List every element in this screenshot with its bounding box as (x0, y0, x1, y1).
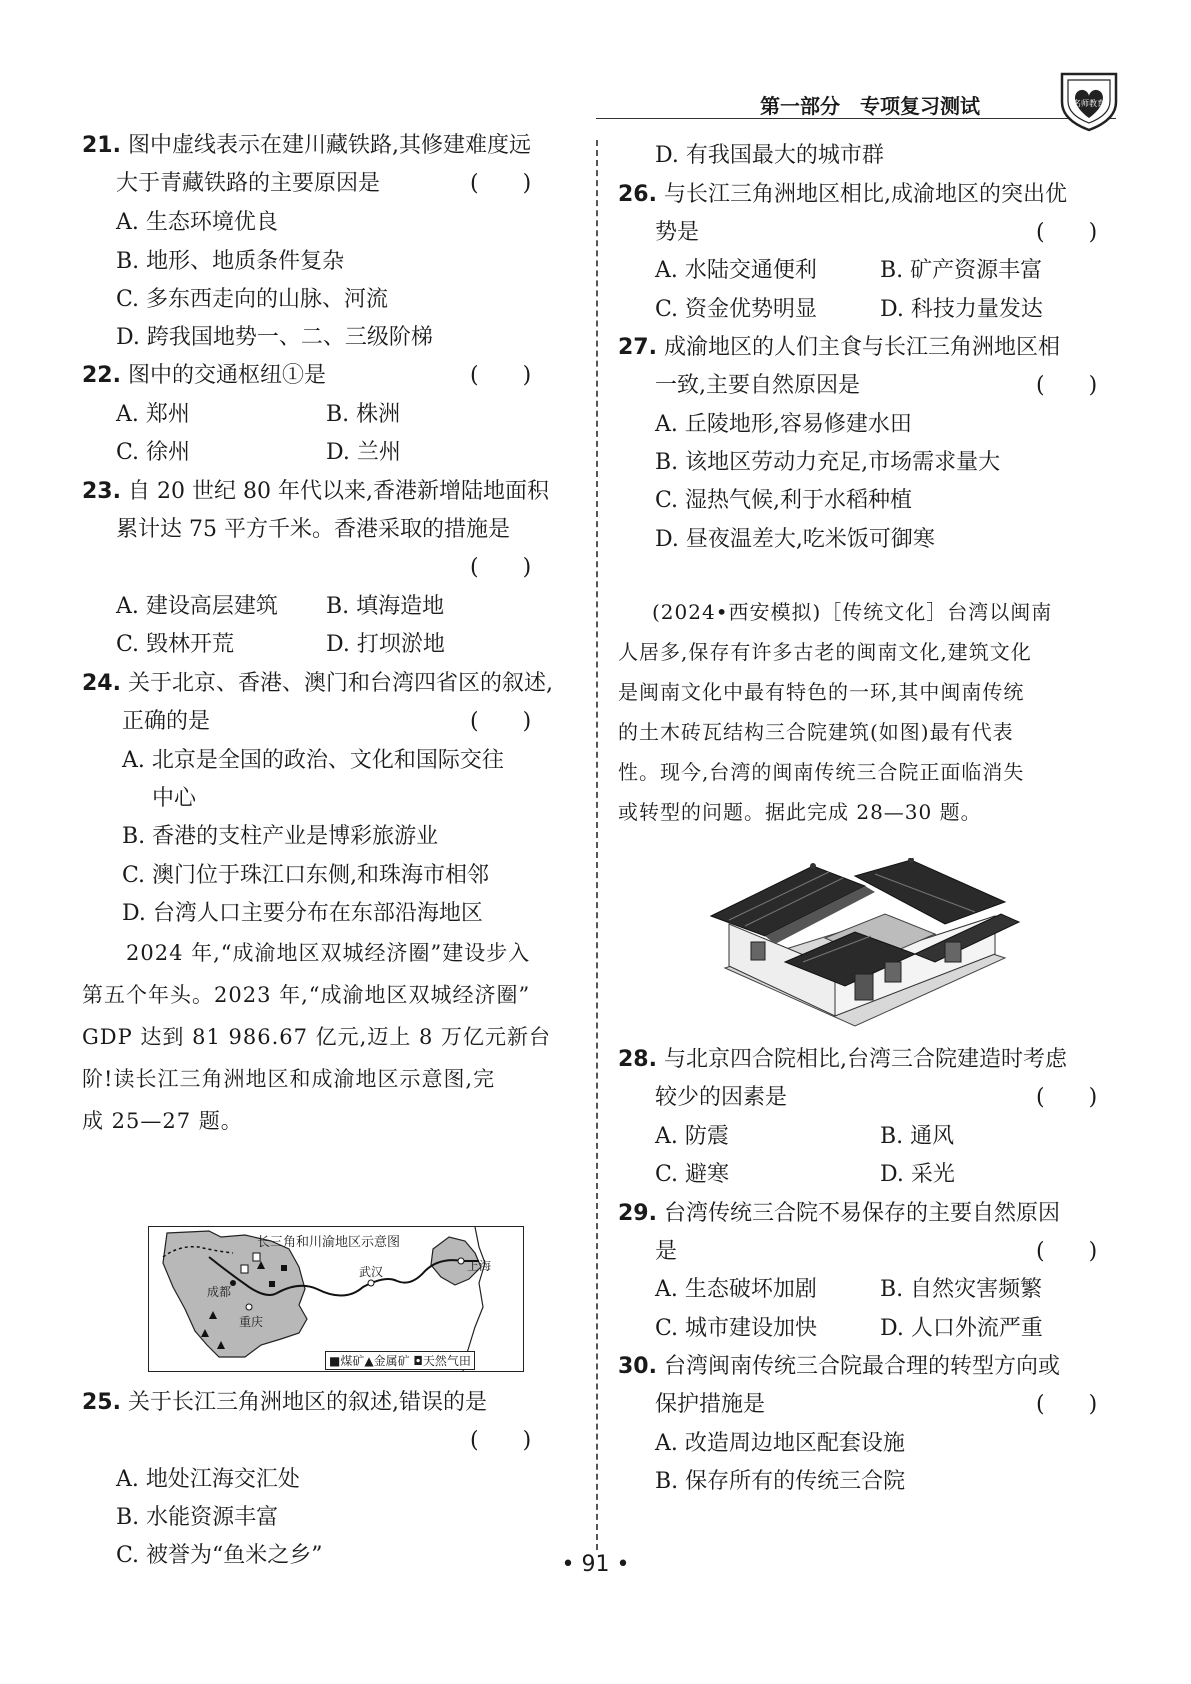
gasfield-marker (241, 1265, 248, 1273)
q29-option-c: C. 城市建设加快 (655, 1316, 818, 1341)
q23-stem-line1 (82, 478, 549, 506)
passage-sanheyuan-line: 性。现今,台湾的闽南传统三合院正面临消失 (618, 760, 1025, 784)
q24-stem1-text: 关于北京、香港、澳门和台湾四省区的叙述, (127, 671, 553, 696)
q25-stem-line1 (82, 1389, 487, 1417)
q22-answer-blank[interactable]: ( ) (470, 363, 532, 388)
publisher-logo (1058, 68, 1120, 132)
q30-stem-line2: 保护措施是 (655, 1392, 766, 1417)
q25-option-a: A. 地处江海交汇处 (116, 1467, 300, 1492)
q29-stem-line1 (618, 1200, 1060, 1228)
q23-option-b: B. 填海造地 (326, 594, 445, 619)
shanghai-dot (458, 1258, 464, 1264)
column-divider (596, 140, 598, 1550)
q21-stem-line1 (82, 132, 531, 160)
q24-option-a-line1: A. 北京是全国的政治、文化和国际交往 (122, 748, 504, 773)
q22-option-b: B. 株洲 (326, 402, 401, 427)
passage-sanheyuan-line: 人居多,保存有许多古老的闽南文化,建筑文化 (618, 640, 1032, 664)
sanheyuan-illustration (705, 858, 1025, 1030)
coal-marker (281, 1265, 287, 1271)
passage-sanheyuan-line: 是闽南文化中最有特色的一环,其中闽南传统 (618, 680, 1025, 704)
q24-stem-line2: 正确的是 (122, 709, 211, 734)
map-label-chongqing: 重庆 (239, 1315, 264, 1329)
header-rule (596, 118, 1116, 119)
header-section: 第一部分 (760, 94, 840, 118)
q24-option-c: C. 澳门位于珠江口东侧,和珠海市相邻 (122, 863, 490, 888)
wuhan-dot (368, 1280, 374, 1286)
q21-option-c: C. 多东西走向的山脉、河流 (116, 287, 389, 312)
page-number: • 91 • (561, 1552, 630, 1577)
coal-marker (269, 1281, 275, 1287)
q30-answer-blank[interactable]: ( ) (1036, 1392, 1098, 1417)
passage-sanheyuan (618, 592, 1052, 832)
q28-option-a: A. 防震 (655, 1124, 729, 1149)
q22-option-a: A. 郑州 (116, 402, 190, 427)
q21-number: 21. (82, 133, 121, 158)
q25-option-b: B. 水能资源丰富 (116, 1505, 279, 1530)
passage-chengyu-line: 成 25—27 题。 (82, 1109, 243, 1133)
q24-answer-blank[interactable]: ( ) (470, 709, 532, 734)
q27-answer-blank[interactable]: ( ) (1036, 373, 1098, 398)
q26-number: 26. (618, 182, 657, 207)
q28-answer-blank[interactable]: ( ) (1036, 1085, 1098, 1110)
gasfield-marker (253, 1253, 260, 1261)
q25-number: 25. (82, 1390, 121, 1415)
map-label-wuhan: 武汉 (359, 1265, 384, 1279)
passage-sanheyuan-line: 或转型的问题。据此完成 28—30 题。 (618, 800, 982, 824)
q25-option-d: D. 有我国最大的城市群 (655, 143, 884, 168)
q23-option-c: C. 毁林开荒 (116, 632, 235, 657)
q22-stem-line1 (82, 362, 326, 390)
map-legend: ■煤矿▲金属矿 ◘天然气田 (325, 1351, 475, 1370)
q21-stem-line2: 大于青藏铁路的主要原因是 (116, 171, 381, 196)
q29-number: 29. (618, 1201, 657, 1226)
q30-stem1-text: 台湾闽南传统三合院最合理的转型方向或 (663, 1354, 1060, 1379)
q23-option-d: D. 打坝淤地 (326, 632, 445, 657)
q26-option-a: A. 水陆交通便利 (655, 258, 817, 283)
q27-option-d: D. 昼夜温差大,吃米饭可御寒 (655, 527, 935, 552)
q25-answer-blank[interactable]: ( ) (470, 1428, 532, 1453)
q26-stem1-text: 与长江三角洲地区相比,成渝地区的突出优 (663, 182, 1067, 207)
q24-number: 24. (82, 671, 121, 696)
q30-option-a: A. 改造周边地区配套设施 (655, 1431, 905, 1456)
q29-stem1-text: 台湾传统三合院不易保存的主要自然原因 (663, 1201, 1060, 1226)
q26-option-c: C. 资金优势明显 (655, 297, 818, 322)
q21-option-b: B. 地形、地质条件复杂 (116, 249, 345, 274)
q21-option-a: A. 生态环境优良 (116, 210, 278, 235)
passage-chengyu-line: 第五个年头。2023 年,“成渝地区双城经济圈” (82, 983, 531, 1007)
q29-stem-line2: 是 (655, 1239, 678, 1264)
q21-answer-blank[interactable]: ( ) (470, 171, 532, 196)
q22-option-c: C. 徐州 (116, 440, 191, 465)
q30-number: 30. (618, 1354, 657, 1379)
q27-stem-line1 (618, 334, 1060, 362)
q23-stem-line2: 累计达 75 平方千米。香港采取的措施是 (116, 517, 510, 542)
passage-chengyu-line: GDP 达到 81 986.67 亿元,迈上 8 万亿元新台 (82, 1025, 552, 1049)
q24-option-d: D. 台湾人口主要分布在东部沿海地区 (122, 901, 483, 926)
q26-option-b: B. 矿产资源丰富 (880, 258, 1043, 283)
passage-sanheyuan-line: (2024•西安模拟)［传统文化］台湾以闽南 (652, 600, 1053, 624)
q26-stem-line1 (618, 181, 1067, 209)
q21-option-d: D. 跨我国地势一、二、三级阶梯 (116, 325, 433, 350)
q28-option-c: C. 避寒 (655, 1162, 730, 1187)
passage-sanheyuan-line: 的土木砖瓦结构三合院建筑(如图)最有代表 (618, 720, 1014, 744)
q22-option-d: D. 兰州 (326, 440, 401, 465)
q22-stem1-text: 图中的交通枢纽①是 (127, 363, 326, 388)
q22-number: 22. (82, 363, 121, 388)
q27-stem1-text: 成渝地区的人们主食与长江三角洲地区相 (663, 335, 1060, 360)
q23-answer-blank[interactable]: ( ) (470, 555, 532, 580)
q30-stem-line1 (618, 1353, 1060, 1381)
passage-chengyu (82, 932, 551, 1142)
map-label-chengdu: 成都 (207, 1285, 232, 1299)
passage-chengyu-line: 阶!读长江三角洲地区和成渝地区示意图,完 (82, 1067, 496, 1091)
q27-option-c: C. 湿热气候,利于水稻种植 (655, 488, 913, 513)
q29-option-a: A. 生态破坏加剧 (655, 1277, 817, 1302)
q21-stem1-text: 图中虚线表示在建川藏铁路,其修建难度远 (127, 133, 531, 158)
q28-option-b: B. 通风 (880, 1124, 955, 1149)
q23-stem1-text: 自 20 世纪 80 年代以来,香港新增陆地面积 (127, 479, 549, 504)
logo-text: 名师教育 (1073, 99, 1105, 108)
q29-option-d: D. 人口外流严重 (880, 1316, 1043, 1341)
q24-option-a-line2: 中心 (152, 786, 197, 811)
q28-stem-line2: 较少的因素是 (655, 1085, 788, 1110)
q28-number: 28. (618, 1047, 657, 1072)
q27-option-b: B. 该地区劳动力充足,市场需求量大 (655, 450, 1001, 475)
q29-answer-blank[interactable]: ( ) (1036, 1239, 1098, 1264)
q25-option-c: C. 被誉为“鱼米之乡” (116, 1543, 323, 1568)
q30-option-b: B. 保存所有的传统三合院 (655, 1469, 906, 1494)
q26-option-d: D. 科技力量发达 (880, 297, 1043, 322)
q23-number: 23. (82, 479, 121, 504)
q28-stem1-text: 与北京四合院相比,台湾三合院建造时考虑 (663, 1047, 1067, 1072)
header-title: 专项复习测试 (860, 94, 980, 118)
q26-stem-line2: 势是 (655, 220, 700, 245)
map-label-shanghai: 上海 (467, 1259, 492, 1273)
chongqing-dot (246, 1304, 252, 1310)
map-title: 长三角和川渝地区示意图 (257, 1235, 401, 1250)
q27-stem-line2: 一致,主要自然原因是 (655, 373, 860, 398)
passage-chengyu-line: 2024 年,“成渝地区双城经济圈”建设步入 (126, 941, 531, 965)
q26-answer-blank[interactable]: ( ) (1036, 220, 1098, 245)
q25-stem1-text: 关于长江三角洲地区的叙述,错误的是 (127, 1390, 487, 1415)
q29-option-b: B. 自然灾害频繁 (880, 1277, 1043, 1302)
q24-option-b: B. 香港的支柱产业是博彩旅游业 (122, 824, 439, 849)
q24-stem-line1 (82, 670, 553, 698)
q28-stem-line1 (618, 1046, 1067, 1074)
q27-option-a: A. 丘陵地形,容易修建水田 (655, 412, 912, 437)
q23-option-a: A. 建设高层建筑 (116, 594, 278, 619)
yangtze-chengyu-map (148, 1226, 524, 1372)
q28-option-d: D. 采光 (880, 1162, 955, 1187)
q27-number: 27. (618, 335, 657, 360)
